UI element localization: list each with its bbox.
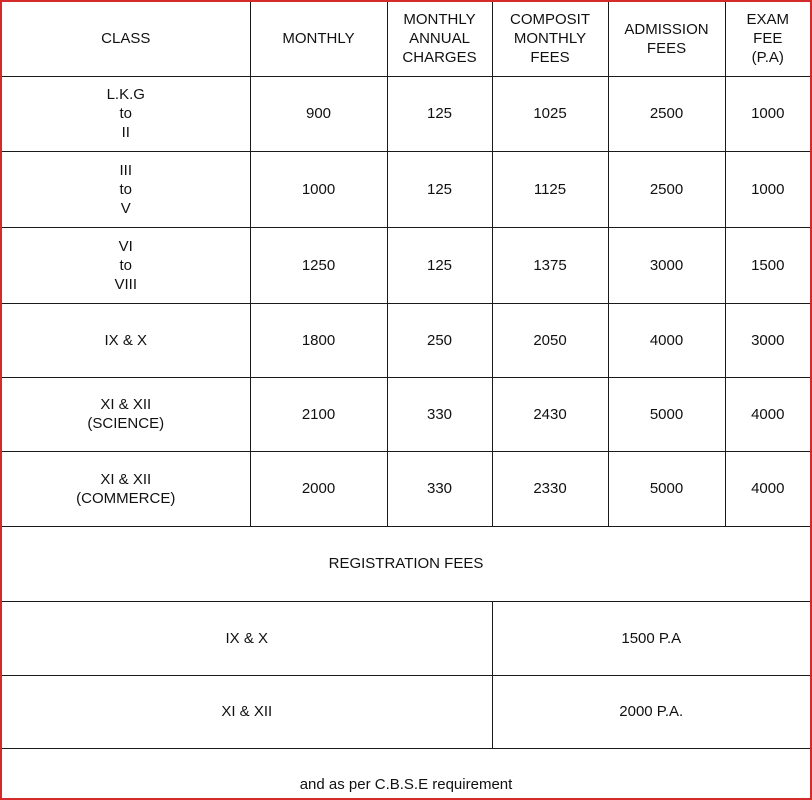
registration-row: [2, 601, 810, 675]
exam-fee-cell: 1500: [725, 227, 810, 303]
composit-fees-cell: 2430: [492, 377, 608, 451]
registration-fee-cell: 1500 P.A: [492, 601, 810, 675]
monthly-cell: 2000: [250, 451, 387, 526]
cbse-requirement-note: and as per C.B.S.E requirement: [2, 748, 810, 796]
monthly-cell: 900: [250, 76, 387, 151]
class-cell: XI & XII (SCIENCE): [2, 377, 250, 451]
exam-fee-cell: 4000: [725, 451, 810, 526]
fee-table: [2, 2, 810, 796]
class-cell: L.K.G to II: [2, 76, 250, 151]
header-composit-monthly-fees: COMPOSIT MONTHLY FEES: [492, 2, 608, 76]
table-row: [2, 303, 810, 377]
class-cell: III to V: [2, 151, 250, 227]
monthly-cell: 2100: [250, 377, 387, 451]
admission-fees-cell: 2500: [608, 151, 725, 227]
table-row: [2, 451, 810, 526]
exam-fee-cell: 3000: [725, 303, 810, 377]
registration-class-cell: IX & X: [2, 601, 492, 675]
note-row: [2, 748, 810, 796]
monthly-cell: 1000: [250, 151, 387, 227]
admission-fees-cell: 4000: [608, 303, 725, 377]
annual-charges-cell: 250: [387, 303, 492, 377]
composit-fees-cell: 2330: [492, 451, 608, 526]
monthly-cell: 1800: [250, 303, 387, 377]
annual-charges-cell: 125: [387, 227, 492, 303]
table-row: [2, 76, 810, 151]
composit-fees-cell: 1125: [492, 151, 608, 227]
composit-fees-cell: 1025: [492, 76, 608, 151]
class-cell: XI & XII (COMMERCE): [2, 451, 250, 526]
header-monthly: MONTHLY: [250, 2, 387, 76]
admission-fees-cell: 5000: [608, 451, 725, 526]
table-row: [2, 227, 810, 303]
table-row: [2, 151, 810, 227]
class-cell: IX & X: [2, 303, 250, 377]
composit-fees-cell: 1375: [492, 227, 608, 303]
registration-fee-cell: 2000 P.A.: [492, 675, 810, 748]
composit-fees-cell: 2050: [492, 303, 608, 377]
registration-header-row: [2, 526, 810, 601]
annual-charges-cell: 330: [387, 377, 492, 451]
monthly-cell: 1250: [250, 227, 387, 303]
annual-charges-cell: 125: [387, 151, 492, 227]
table-row: [2, 377, 810, 451]
class-cell: VI to VIII: [2, 227, 250, 303]
exam-fee-cell: 4000: [725, 377, 810, 451]
header-row: [2, 2, 810, 76]
header-class: CLASS: [2, 2, 250, 76]
admission-fees-cell: 3000: [608, 227, 725, 303]
registration-row: [2, 675, 810, 748]
exam-fee-cell: 1000: [725, 151, 810, 227]
exam-fee-cell: 1000: [725, 76, 810, 151]
admission-fees-cell: 2500: [608, 76, 725, 151]
registration-class-cell: XI & XII: [2, 675, 492, 748]
annual-charges-cell: 125: [387, 76, 492, 151]
registration-fees-title: REGISTRATION FEES: [2, 526, 810, 601]
annual-charges-cell: 330: [387, 451, 492, 526]
admission-fees-cell: 5000: [608, 377, 725, 451]
header-exam-fee: EXAM FEE (P.A): [725, 2, 810, 76]
header-admission-fees: ADMISSION FEES: [608, 2, 725, 76]
header-monthly-annual-charges: MONTHLY ANNUAL CHARGES: [387, 2, 492, 76]
